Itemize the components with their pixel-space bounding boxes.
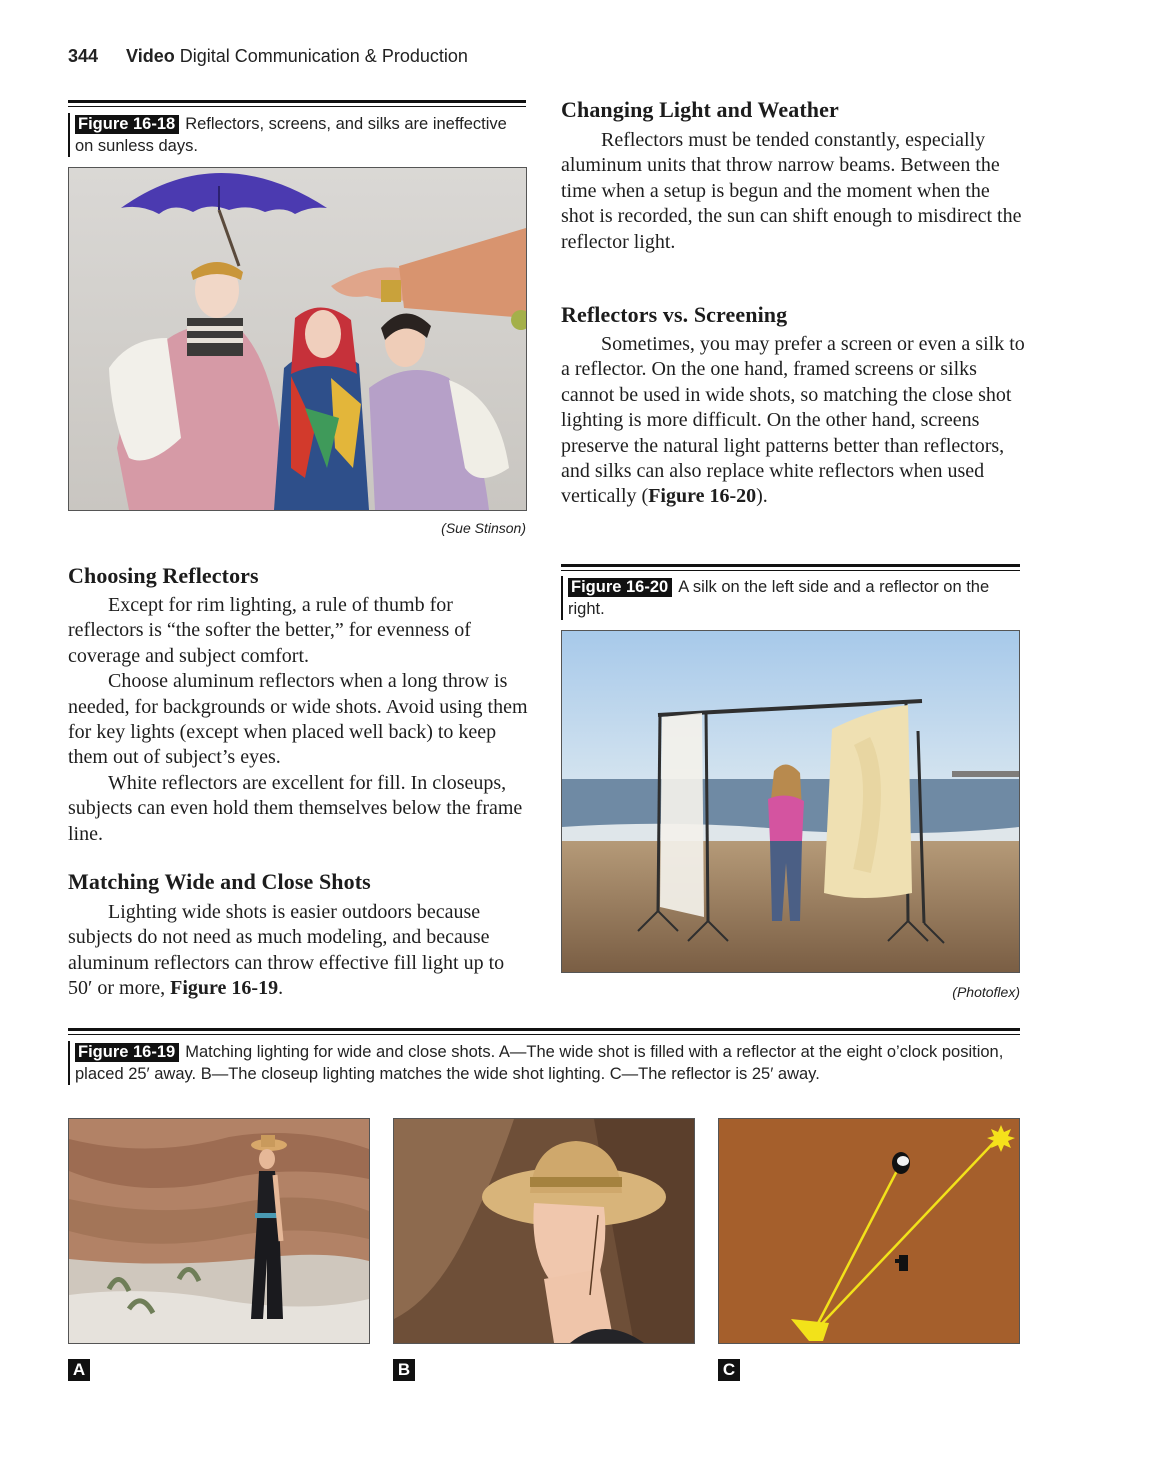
panel-label-a: A [68,1359,90,1381]
reflectors-vs-screening-body [561,332,1025,510]
caption-text: Reflectors, screens, and silks are ineffective on sunless days. [75,115,507,155]
heading-reflectors-vs-screening: Reflectors vs. Screening [561,302,788,327]
choosing-reflectors-body [68,593,532,847]
figure-rule [68,100,526,107]
figure-16-18-caption [68,113,527,157]
heading-changing-light: Changing Light and Weather [561,97,839,122]
panel-label-b: B [393,1359,415,1381]
book-title: Digital Communication & Production [179,46,468,66]
figure-16-19-panel-b-photo [393,1118,695,1344]
figure-16-20-caption [561,576,1020,620]
camera-icon [899,1255,908,1271]
section-name: Video [126,46,175,66]
heading-choosing-reflectors: Choosing Reflectors [68,563,259,588]
figure-rule [561,564,1020,571]
heading-matching-shots: Matching Wide and Close Shots [68,869,371,894]
figure-16-19-caption [68,1041,1021,1085]
page-number: 344 [68,46,99,66]
figure-16-20-credit: (Photoflex) [952,984,1020,1000]
figure-rule [68,1028,1020,1035]
panel-label-c: C [718,1359,740,1381]
paragraph-text: . [278,977,284,1000]
figure-16-20-photo [561,630,1020,973]
figure-16-19-panel-c-diagram [718,1118,1020,1344]
figure-label: Figure 16-19 [75,1043,179,1062]
caption-text: A silk on the left side and a reflector on the right. [568,578,990,618]
paragraph-text: Sometimes, you may prefer a screen or even a silk to a reflector. On the one hand, framed screens or silks cannot be used in wide shots, so matching the close shot lighting is more difficult. On the other hand, screens preserve the natural light patterns better than reflectors, and silks can also replace white reflectors when used vertically ( [561,333,1025,508]
paragraph [561,332,1025,510]
paragraph [68,900,532,1002]
figure-16-18-photo [68,167,527,511]
caption-text: Matching lighting for wide and close shots. A—The wide shot is filled with a reflector at the eight o’clock position, placed 25′ away. B—The closeup lighting matches the wide shot lighting. C—The reflector is 25′ away. [75,1043,1004,1083]
paragraph-text: ). [756,485,768,508]
paragraph: Reflectors must be tended constantly, especially aluminum units that throw narrow beams. Between the time when a setup is begun and the moment when the shot is recorded, the sun can shift enough to misdirect the reflector light. [561,129,1022,253]
paragraph-text: Lighting wide shots is easier outdoors because subjects do not need as much modeling, and because aluminum reflectors can throw effective fill light up to 50′ or more, [68,901,505,1000]
matching-shots-body [68,900,532,1002]
paragraph: White reflectors are excellent for fill. In closeups, subjects can even hold them themselves below the frame line. [68,771,523,845]
paragraph: Except for rim lighting, a rule of thumb for reflectors is “the softer the better,” for evenness of coverage and subject comfort. [68,594,471,667]
figure-label: Figure 16-20 [568,578,672,597]
paragraph: Choose aluminum reflectors when a long throw is needed, for backgrounds or wide shots. Avoid using them for key lights (except when placed well back) to keep them out of subject’s eyes. [68,670,528,769]
running-header [68,46,468,67]
figure-label: Figure 16-18 [75,115,179,134]
figure-reference: Figure 16-20 [648,485,757,508]
figure-reference: Figure 16-19 [170,977,279,1000]
changing-light-body [561,128,1025,255]
figure-16-18-credit: (Sue Stinson) [441,520,526,536]
figure-16-19-panel-a-photo [68,1118,370,1344]
diagram-background [719,1119,1019,1343]
